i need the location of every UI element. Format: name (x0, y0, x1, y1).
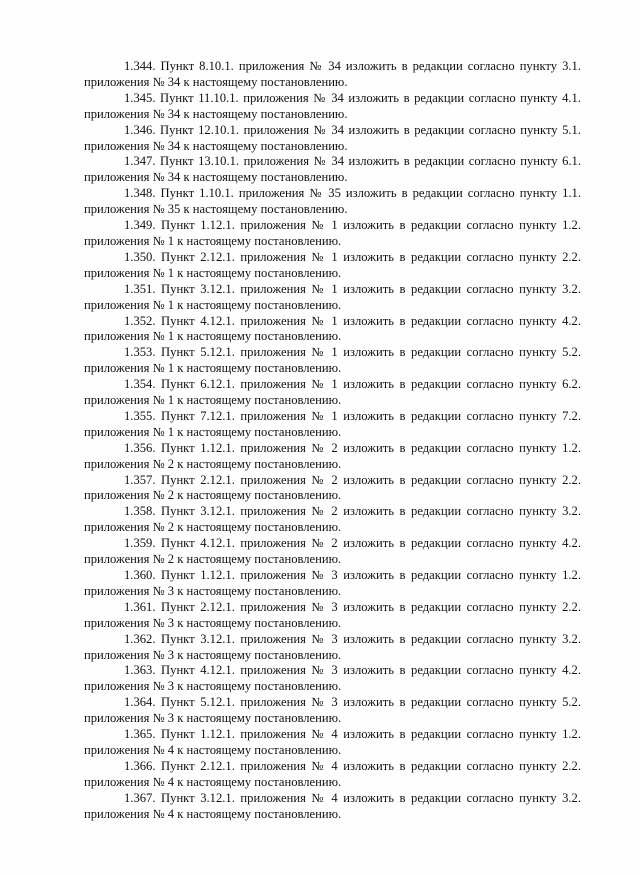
paragraph-1-364: 1.364. Пункт 5.12.1. приложения № 3 изложить в редакции согласно пункту 5.2. приложения № 3 к настоящему постановлению. (84, 695, 581, 726)
paragraph-1-367: 1.367. Пункт 3.12.1. приложения № 4 изложить в редакции согласно пункту 3.2. приложения № 4 к настоящему постановлению. (84, 790, 581, 821)
paragraph-1-357: 1.357. Пункт 2.12.1. приложения № 2 изложить в редакции согласно пункту 2.2. приложения № 2 к настоящему постановлению. (84, 472, 581, 503)
paragraph-1-355: 1.355. Пункт 7.12.1. приложения № 1 изложить в редакции согласно пункту 7.2. приложения № 1 к настоящему постановлению. (84, 408, 581, 439)
paragraph-1-344: 1.344. Пункт 8.10.1. приложения № 34 изложить в редакции согласно пункту 3.1. приложения № 34 к настоящему постановлению. (84, 59, 581, 89)
paragraph-1-350: 1.350. Пункт 2.12.1. приложения № 1 изложить в редакции согласно пункту 2.2. приложения № 1 к настоящему постановлению. (84, 249, 581, 280)
paragraph-1-347: 1.347. Пункт 13.10.1. приложения № 34 изложить в редакции согласно пункту 6.1. приложения № 34 к настоящему постановлению. (84, 154, 581, 185)
paragraph-1-359: 1.359. Пункт 4.12.1. приложения № 2 изложить в редакции согласно пункту 4.2. приложения № 2 к настоящему постановлению. (84, 536, 581, 567)
paragraph-1-346: 1.346. Пункт 12.10.1. приложения № 34 изложить в редакции согласно пункту 5.1. приложения № 34 к настоящему постановлению. (84, 122, 581, 153)
paragraph-1-363: 1.363. Пункт 4.12.1. приложения № 3 изложить в редакции согласно пункту 4.2. приложения № 3 к настоящему постановлению. (84, 663, 581, 694)
paragraph-1-352: 1.352. Пункт 4.12.1. приложения № 1 изложить в редакции согласно пункту 4.2. приложения № 1 к настоящему постановлению. (84, 313, 581, 344)
paragraph-1-362: 1.362. Пункт 3.12.1. приложения № 3 изложить в редакции согласно пункту 3.2. приложения № 3 к настоящему постановлению. (84, 631, 581, 662)
paragraph-1-354: 1.354. Пункт 6.12.1. приложения № 1 изложить в редакции согласно пункту 6.2. приложения № 1 к настоящему постановлению. (84, 377, 581, 408)
paragraph-1-349: 1.349. Пункт 1.12.1. приложения № 1 изложить в редакции согласно пункту 1.2. приложения № 1 к настоящему постановлению. (84, 218, 581, 248)
paragraph-1-360: 1.360. Пункт 1.12.1. приложения № 3 изложить в редакции согласно пункту 1.2. приложения № 3 к настоящему постановлению. (84, 568, 581, 598)
paragraph-1-366: 1.366. Пункт 2.12.1. приложения № 4 изложить в редакции согласно пункту 2.2. приложения № 4 к настоящему постановлению. (84, 758, 581, 789)
paragraph-1-351: 1.351. Пункт 3.12.1. приложения № 1 изложить в редакции согласно пункту 3.2. приложения № 1 к настоящему постановлению. (84, 281, 581, 312)
paragraph-1-356: 1.356. Пункт 1.12.1. приложения № 2 изложить в редакции согласно пункту 1.2. приложения № 2 к настоящему постановлению. (84, 440, 581, 471)
paragraph-1-348: 1.348. Пункт 1.10.1. приложения № 35 изложить в редакции согласно пункту 1.1. приложения № 35 к настоящему постановлению. (84, 186, 581, 217)
paragraph-1-361: 1.361. Пункт 2.12.1. приложения № 3 изложить в редакции согласно пункту 2.2. приложения № 3 к настоящему постановлению. (84, 599, 581, 630)
paragraph-1-353: 1.353. Пункт 5.12.1. приложения № 1 изложить в редакции согласно пункту 5.2. приложения № 1 к настоящему постановлению. (84, 345, 581, 376)
document-body (84, 59, 581, 823)
paragraph-1-358: 1.358. Пункт 3.12.1. приложения № 2 изложить в редакции согласно пункту 3.2. приложения № 2 к настоящему постановлению. (84, 504, 581, 535)
paragraph-1-345: 1.345. Пункт 11.10.1. приложения № 34 изложить в редакции согласно пункту 4.1. приложения № 34 к настоящему постановлению. (84, 90, 581, 121)
paragraph-1-365: 1.365. Пункт 1.12.1. приложения № 4 изложить в редакции согласно пункту 1.2. приложения № 4 к настоящему постановлению. (84, 727, 581, 757)
